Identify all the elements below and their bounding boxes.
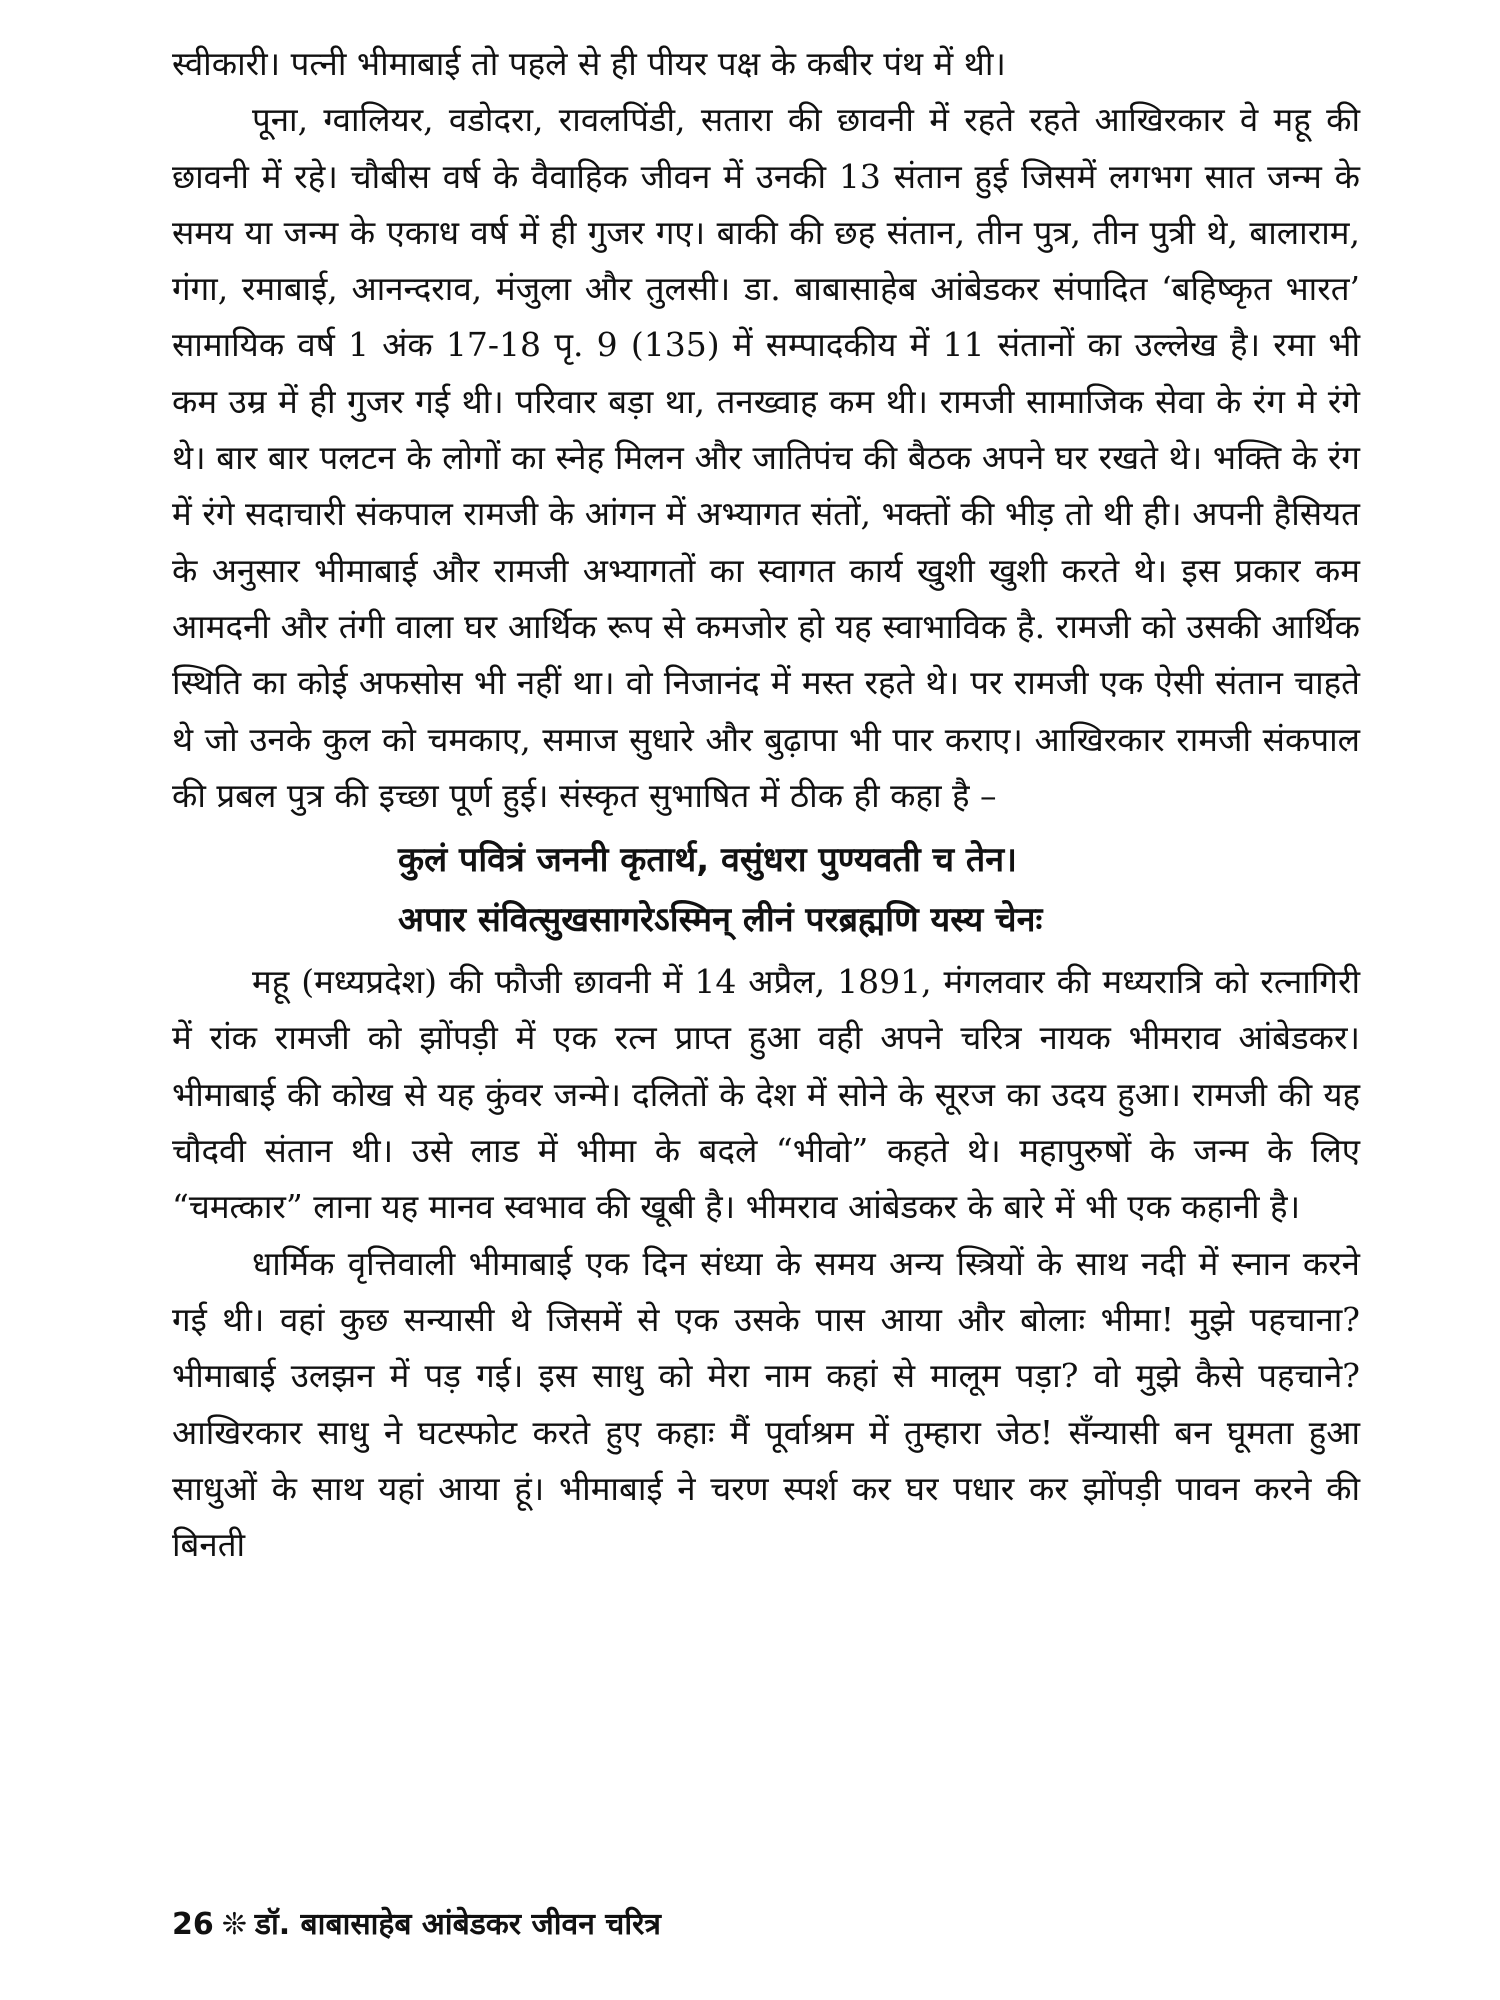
paragraph-birth: महू (मध्यप्रदेश) की फौजी छावनी में 14 अप्रैल, 1891, मंगलवार की मध्यरात्रि को रत्नागिरी में रांक रामजी को झोंपड़ी में एक रत्न प्राप्त हुआ वही अपने चरित्र नायक भीमराव आंबेडकर। भीमाबाई की कोख से यह कुंवर जन्मे। दलितों के देश में सोने के सूरज का उदय हुआ। रामजी की यह चौदवी संतान थी। उसे लाड में भीमा के बदले “भीवो” कहते थे। महापुरुषों के जन्म के लिए “चमत्कार” लाना यह मानव स्वभाव की खूबी है। भीमराव आंबेडकर के बारे में भी एक कहानी है। xyxy=(172,962,1360,1227)
page-number: 26 xyxy=(172,1907,214,1942)
verse-line-1: कुलं पवित्रं जननी कृतार्थ, वसुंधरा पुण्यवती च तेन। xyxy=(398,840,1018,881)
flower-ornament-icon: ❊ xyxy=(221,1907,247,1942)
page-footer xyxy=(172,1903,661,1947)
running-title: डॉ. बाबासाहेब आंबेडकर जीवन चरित्र xyxy=(254,1907,661,1942)
paragraph-family: पूना, ग्वालियर, वडोदरा, रावलपिंडी, सतारा की छावनी में रहते रहते आखिरकार वे महू की छावनी में रहे। चौबीस वर्ष के वैवाहिक जीवन में उनकी 13 संतान हुई जिसमें लगभग सात जन्म के समय या जन्म के एकाध वर्ष में ही गुजर गए। बाकी की छह संतान, तीन पुत्र, तीन पुत्री थे, बालाराम, गंगा, रमाबाई, आनन्दराव, मंजुला और तुलसी। डा. बाबासाहेब आंबेडकर संपादित ‘बहिष्कृत भारत’ सामायिक वर्ष 1 अंक 17-18 पृ. 9 (135) में सम्पादकीय में 11 संतानों का उल्लेख है। रमा भी कम उम्र में ही गुजर गई थी। परिवार बड़ा था, तनख्वाह कम थी। रामजी सामाजिक सेवा के रंग मे रंगे थे। बार बार पलटन के लोगों का स्नेह मिलन और जातिपंच की बैठक अपने घर रखते थे। भक्ति के रंग में रंगे सदाचारी संकपाल रामजी के आंगन में अभ्यागत संतों, भक्तों की भीड़ तो थी ही। अपनी हैसियत के अनुसार भीमाबाई और रामजी अभ्यागतों का स्वागत कार्य खुशी खुशी करते थे। इस प्रकार कम आमदनी और तंगी वाला घर आर्थिक रूप से कमजोर हो यह स्वाभाविक है. रामजी को उसकी आर्थिक स्थिति का कोई अफसोस भी नहीं था। वो निजानंद में मस्त रहते थे। पर रामजी एक ऐसी संतान चाहते थे जो उनके कुल को चमकाए, समाज सुधारे और बुढ़ापा भी पार कराए। आखिरकार रामजी संकपाल की प्रबल पुत्र की इच्छा पूर्ण हुई। संस्कृत सुभाषित में ठीक ही कहा है – xyxy=(172,100,1360,815)
paragraph-continuation: स्वीकारी। पत्नी भीमाबाई तो पहले से ही पीयर पक्ष के कबीर पंथ में थी। xyxy=(172,44,1006,83)
paragraph-sanyasi: धार्मिक वृत्तिवाली भीमाबाई एक दिन संध्या के समय अन्य स्त्रियों के साथ नदी में स्नान करने गई थी। वहां कुछ सन्यासी थे जिसमें से एक उसके पास आया और बोलाः भीमा! मुझे पहचाना? भीमाबाई उलझन में पड़ गई। इस साधु को मेरा नाम कहां से मालूम पड़ा? वो मुझे कैसे पहचाने? आखिरकार साधु ने घटस्फोट करते हुए कहाः मैं पूर्वाश्रम में तुम्हारा जेठ! सँन्यासी बन घूमता हुआ साधुओं के साथ यहां आया हूं। भीमाबाई ने चरण स्पर्श कर घर पधार कर झोंपड़ी पावन करने की बिनती xyxy=(172,1243,1360,1565)
sanskrit-verse xyxy=(172,830,1360,950)
page-body xyxy=(172,36,1360,1573)
verse-line-2: अपार संवित्सुखसागरेऽस्मिन् लीनं परब्रह्मणि यस्य चेनः xyxy=(398,900,1043,941)
